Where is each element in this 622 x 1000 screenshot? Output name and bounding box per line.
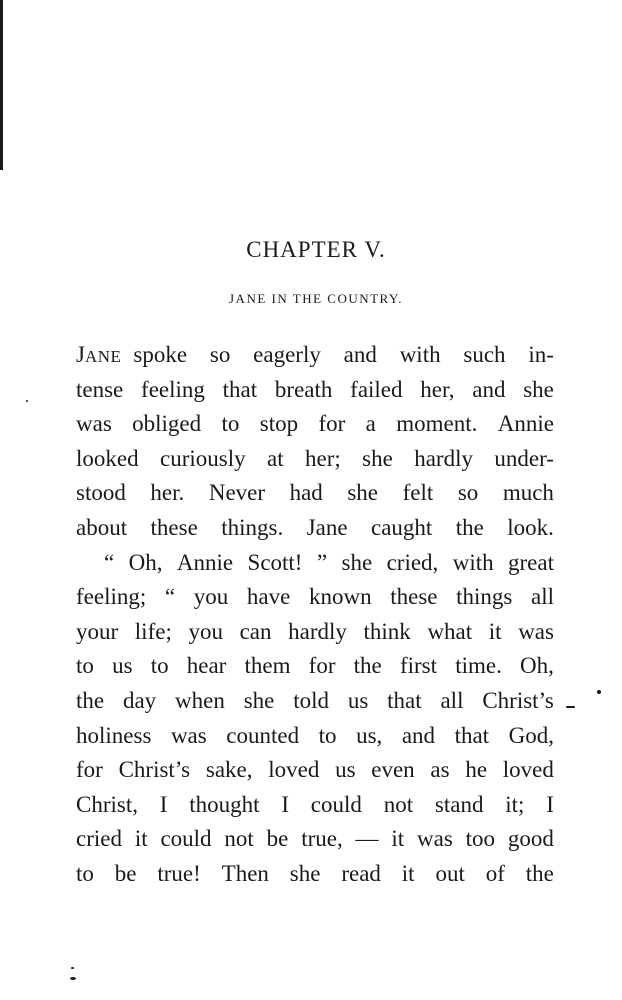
word: Christ’s: [118, 757, 191, 783]
word: eagerly: [253, 342, 321, 367]
text-line: [76, 822, 554, 857]
word: great: [508, 549, 554, 575]
word: things.: [221, 514, 284, 540]
text-line: [76, 649, 554, 684]
word: I: [546, 791, 554, 817]
word: Christ,: [76, 791, 138, 817]
text-line: [76, 788, 554, 823]
word: she: [362, 445, 393, 471]
word: to: [318, 722, 337, 748]
word: spoke: [133, 342, 188, 367]
chapter-subtitle: JANE IN THE COUNTRY.: [229, 291, 403, 306]
word: about: [76, 514, 128, 540]
text-line: [76, 857, 554, 892]
word: to: [76, 860, 94, 886]
word: obliged: [132, 411, 202, 437]
text-line: [76, 546, 554, 581]
word: the: [76, 687, 105, 713]
word: for: [308, 653, 336, 679]
word: so: [457, 480, 479, 506]
word: it: [391, 826, 405, 852]
word: true!: [157, 860, 201, 886]
word: at: [267, 445, 284, 471]
word: was: [170, 722, 207, 748]
word: was: [417, 826, 453, 852]
word: “: [104, 549, 115, 575]
body-text: [76, 338, 554, 892]
word: she: [523, 376, 554, 402]
page-edge-rule: [0, 0, 3, 170]
word: these: [390, 584, 438, 610]
word: of: [485, 860, 505, 886]
word: could: [310, 791, 362, 817]
word: them: [244, 653, 291, 679]
word: she: [347, 480, 379, 506]
word: with: [399, 342, 441, 367]
word: her,: [420, 376, 455, 402]
word: told: [293, 687, 329, 713]
print-speck: [597, 690, 601, 694]
word: had: [289, 480, 323, 506]
print-speck: [26, 400, 28, 402]
word: can: [239, 618, 272, 644]
text-line: [76, 511, 554, 546]
word: it;: [505, 791, 525, 817]
word: in-: [528, 342, 554, 367]
word: feeling;: [76, 584, 147, 610]
word: curiously: [160, 445, 246, 471]
word: to: [76, 653, 94, 679]
word: stop: [259, 411, 299, 437]
word: was: [518, 618, 554, 644]
text-line: [76, 615, 554, 650]
word: too: [465, 826, 496, 852]
word: that: [387, 687, 422, 713]
word: such: [463, 342, 506, 367]
word: under-: [494, 445, 554, 471]
word: your: [76, 618, 119, 644]
word: loved: [502, 757, 554, 783]
word: all: [531, 584, 554, 610]
word: Christ’s: [482, 687, 554, 713]
word: day: [122, 687, 157, 713]
word: us: [112, 653, 133, 679]
word: be: [266, 826, 289, 852]
word: breath: [274, 376, 333, 402]
text-line: [76, 753, 554, 788]
word: it: [401, 860, 415, 886]
word: cried,: [386, 549, 439, 575]
word: us,: [356, 722, 383, 748]
word: much: [502, 480, 554, 506]
text-line: [76, 476, 554, 511]
word: Never: [208, 480, 266, 506]
word: with: [452, 549, 494, 575]
word: she: [341, 549, 373, 575]
word: us: [347, 687, 369, 713]
word: think: [363, 618, 411, 644]
word: for: [318, 411, 346, 437]
print-speck: [71, 967, 74, 969]
word: God,: [508, 722, 554, 748]
print-speck: [70, 977, 76, 980]
word: us: [335, 757, 356, 783]
word: her;: [305, 445, 341, 471]
word: the: [525, 860, 554, 886]
word: so: [209, 342, 231, 367]
word: known: [308, 584, 372, 610]
word: hardly: [288, 618, 347, 644]
word: Annie: [176, 549, 234, 575]
word: and: [401, 722, 436, 748]
word: all: [440, 687, 464, 713]
word: loved: [268, 757, 320, 783]
word: felt: [402, 480, 434, 506]
word: I: [281, 791, 289, 817]
word: not: [224, 826, 254, 852]
word: could: [160, 826, 212, 852]
word: look.: [507, 514, 554, 540]
word: moment.: [396, 411, 478, 437]
word: it: [134, 826, 148, 852]
word: true,: [301, 826, 343, 852]
text-line: [76, 373, 554, 408]
word: failed: [350, 376, 403, 402]
word: counted: [226, 722, 300, 748]
word: sake,: [205, 757, 253, 783]
word: holiness: [76, 722, 152, 748]
word: the: [455, 514, 484, 540]
word: to: [221, 411, 240, 437]
text-line: [76, 580, 554, 615]
word: —: [355, 826, 379, 852]
word: good: [507, 826, 554, 852]
word: Then: [221, 860, 269, 886]
word: even: [371, 757, 415, 783]
text-line: [76, 719, 554, 754]
word: have: [246, 584, 291, 610]
word: Scott!: [247, 549, 303, 575]
word: was: [76, 411, 112, 437]
text-line-rest: [133, 338, 554, 373]
word: when: [175, 687, 225, 713]
word: and: [343, 342, 377, 367]
word: to: [150, 653, 169, 679]
word: caught: [370, 514, 433, 540]
word: ”: [316, 549, 328, 575]
word: she: [289, 860, 321, 886]
word: feeling: [141, 376, 205, 402]
word: stand: [434, 791, 484, 817]
word: her.: [150, 480, 185, 506]
word: first: [399, 653, 438, 679]
word: Oh,: [128, 549, 163, 575]
text-line: [76, 684, 554, 719]
text-line: [76, 407, 554, 442]
text-line: [76, 338, 554, 373]
print-speck: [566, 706, 575, 708]
word: read: [341, 860, 381, 886]
word: thought: [189, 791, 260, 817]
word: stood: [76, 480, 126, 506]
word: it: [488, 618, 502, 644]
word: that: [454, 722, 490, 748]
word: the: [353, 653, 382, 679]
word: Jane: [306, 514, 348, 540]
word: you: [193, 584, 229, 610]
word: tense: [76, 376, 124, 402]
word: out: [435, 860, 465, 886]
word: you: [188, 618, 223, 644]
text-line: [76, 442, 554, 477]
word: as: [430, 757, 450, 783]
word: a: [365, 411, 376, 437]
word: she: [243, 687, 275, 713]
word: time.: [455, 653, 502, 679]
word: Oh,: [520, 653, 554, 679]
word: these: [150, 514, 198, 540]
chapter-title: CHAPTER V.: [246, 237, 386, 262]
word: for: [76, 757, 103, 783]
word: not: [383, 791, 414, 817]
word: that: [222, 376, 258, 402]
word: hardly: [414, 445, 473, 471]
word: what: [427, 618, 473, 644]
word: cried: [76, 826, 122, 852]
word: looked: [76, 445, 139, 471]
word: things: [456, 584, 513, 610]
word: I: [159, 791, 168, 817]
word: and: [472, 376, 506, 402]
word: Annie: [497, 411, 554, 437]
opening-word: JANE: [76, 342, 122, 367]
word: hear: [186, 653, 227, 679]
word: “: [164, 584, 176, 610]
word: he: [465, 757, 488, 783]
word: life;: [134, 618, 172, 644]
word: be: [114, 860, 137, 886]
